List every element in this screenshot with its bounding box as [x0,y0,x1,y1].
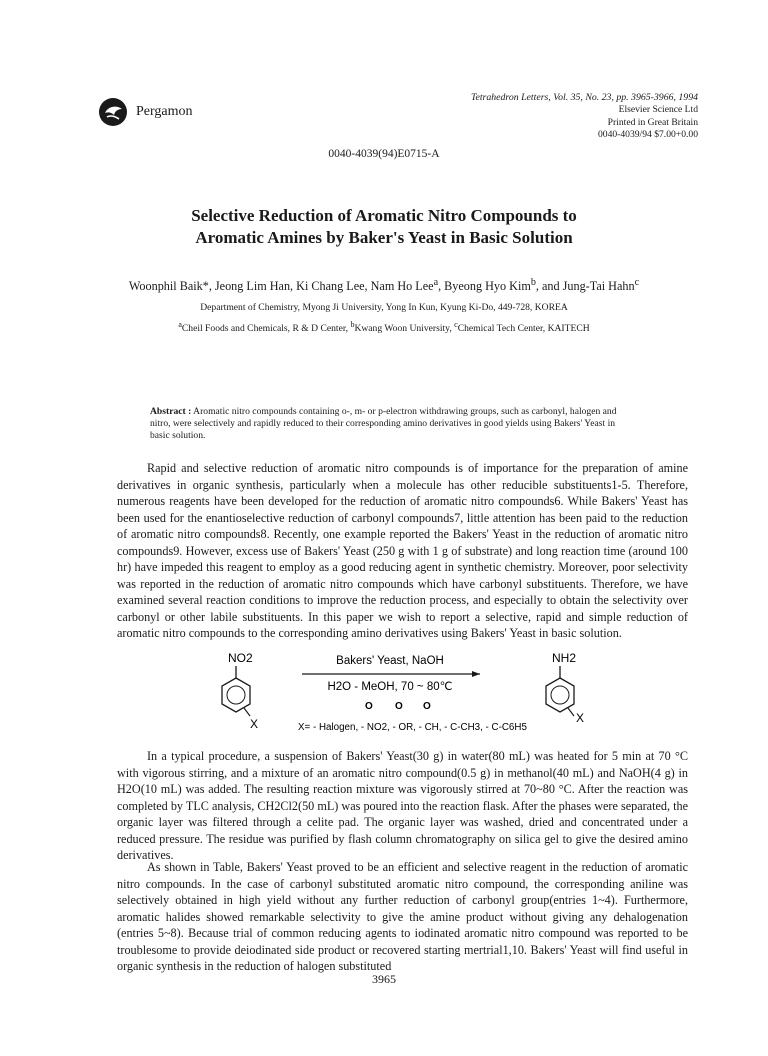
title-line-2: Aromatic Amines by Baker's Yeast in Basic Solution [195,228,573,247]
journal-citation: Tetrahedron Letters, Vol. 35, No. 23, pp. 3965-3966, 1994 [470,92,698,103]
title-line-1: Selective Reduction of Aromatic Nitro Compounds to [191,206,577,225]
article-code: 0040-4039(94)E0715-A [328,148,440,160]
reactant-benzene-ring [222,678,250,712]
substituent-definition: X= - Halogen, - NO2, - OR, - CH, - C-CH3, - C-C6H5 [298,722,527,733]
page-number: 3965 [372,972,396,986]
product-group-label: NH2 [552,651,577,665]
affiliation-primary: Department of Chemistry, Myong Ji University, Yong In Kun, Kyung Ki-Do, 449-728, KOREA [200,302,568,313]
product-substituent-label: X [576,711,585,725]
product-benzene-ring [546,678,574,712]
author-list: Woonphil Baik*, Jeong Lim Han, Ki Chang Lee, Nam Ho Lee$^a$, Byeong Hyo Kim$^b$, and Jung-Tai Hahn$^c$ [128,277,640,294]
body-paragraph-3: As shown in Table, Bakers' Yeast proved to be an efficient and selective reagent in the reduction of aromatic nitro compounds. In the case of carbonyl substituted aromatic nitro compound, the corresponding aniline was selectively obtained in high yield without any further reduction of carbonyl group(entries 1~4). Furthermore, aromatic halides showed remarkable selectivity to give the amine product without giving any dehalogenation (entries 5~8). Because trial of common reducing agents to iodinated aromatic nitro compound was reported to be troublesome to provide deiodinated side product or recovered starting mertrial1,10. Bakers' Yeast will find useful in organic synthesis in the reduction of halogen substituted [117,860,688,973]
article-title [0,205,768,249]
body-paragraph-2: In a typical procedure, a suspension of Bakers' Yeast(30 g) in water(80 mL) was heated for 5 min at 70 °C with vigorous stirring, and a mixture of an aromatic nitro compound(0.5 g) in methanol(40 mL) and NaOH(4 g) in H2O(10 mL) was added. The resulting reaction mixture was vigorously stirred at 70~80 °C. After the reaction was completed by TLC analysis, CH2Cl2(50 mL) was poured into the reaction flask. After the phases were separated, the organic layer was filtered through a celite pad. The organic layer was washed, dried and concentrated under a reduced pressure. The residue was purified by flash column chromatography on silica gel to give the desired amino derivatives. [117,749,688,862]
journal-printed: Printed in Great Britain [607,116,698,128]
affiliation-secondary: $^a$Cheil Foods and Chemicals, R & D Center, $^b$Kwang Woon University, $^c$Chemical Tech Center, KAITECH [178,320,590,335]
publisher-name: Pergamon [136,104,193,119]
oxygen-glyph: O [365,701,373,712]
reaction-scheme [190,650,630,742]
reagent-label: Bakers' Yeast, NaOH [336,655,444,667]
body-paragraph-1: Rapid and selective reduction of aromatic nitro compounds is of importance for the preparation of amine derivatives in organic synthesis, particularly when a molecule has other reducible substituents1-5. Therefore, numerous reagents have been developed for the reduction of aromatic nitro compounds6. While Bakers' Yeast has been used for the enantioselective reduction of carbonyl compounds7, little attention has been paid to the reduction of aromatic nitro compounds8. Recently, one example reported the Bakers' Yeast in the reduction of aromatic nitro compounds9. However, excess use of Bakers' Yeast (250 g with 1 g of substrate) and long reaction time (around 100 hr) have impeded this reagent to employ as a good reducing agent in synthetic chemistry. Moreover, poor selectivity was reported in the reduction of aromatic nitro compounds which have carbonyl substituents. Therefore, we have examined several reaction conditions to improve the reduction process, and especially to obtain the selectivity over carbonyl or other labile substituents. In this paper we wish to report a selective, rapid and simple reduction of aromatic nitro compounds to the corresponding amino derivatives using Bakers' Yeast in basic solution. [117,461,688,640]
journal-info [471,92,698,142]
oxygen-glyph: O [395,701,403,712]
journal-publisher: Elsevier Science Ltd [618,104,698,116]
oxygen-glyph: O [423,701,431,712]
reactant-group-label: NO2 [228,651,253,665]
journal-issn: 0040-4039/94 $7.00+0.00 [597,129,698,141]
abstract-text: Aromatic nitro compounds containing o-, m- or p-electron withdrawing groups, such as carbonyl, halogen and nitro, were selectively and rapidly reduced to their corresponding amino derivatives in good yields using Bakers' Yeast in basic solution. [150,406,617,441]
reactant-substituent-label: X [250,717,259,731]
abstract [150,406,620,441]
conditions-label: H2O - MeOH, 70 ~ 80℃ [327,681,453,693]
abstract-label: Abstract : [150,406,192,417]
pergamon-logo [98,97,128,127]
